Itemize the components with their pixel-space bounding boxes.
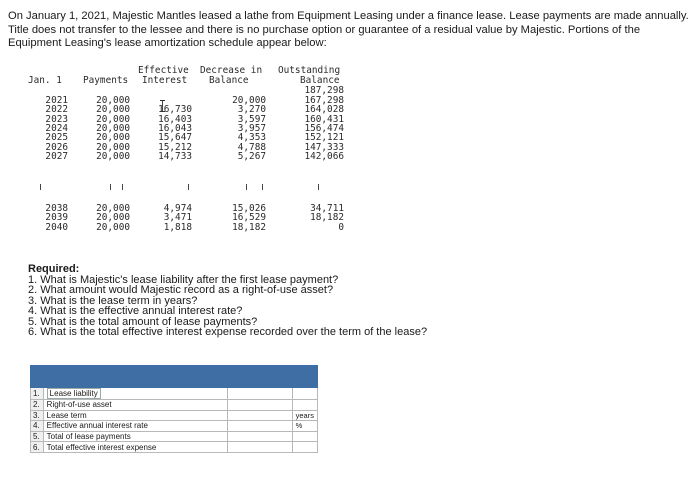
schedule-decrease: 20,000 <box>232 95 266 106</box>
schedule-decrease: 4,788 <box>237 141 266 153</box>
row-number: 4. <box>31 421 44 432</box>
lease-liability-label: Lease liability <box>47 388 101 399</box>
schedule-decrease: 3,270 <box>237 104 266 116</box>
schedule-payment: 20,000 <box>96 141 130 153</box>
row-label: Total of lease payments <box>43 431 227 442</box>
schedule-row <box>28 223 358 233</box>
schedule-balance: 0 <box>338 221 344 233</box>
schedule-interest: 16,403 <box>158 113 192 125</box>
header-interest: Interest <box>142 75 188 86</box>
elision-dash <box>122 184 123 190</box>
schedule-decrease: 16,529 <box>232 212 266 224</box>
schedule-interest: 4,974 <box>163 203 192 214</box>
required-item: 3. What is the lease term in years? <box>28 294 198 307</box>
schedule-interest: 15,647 <box>158 132 192 144</box>
right-of-use-asset-input[interactable] <box>228 400 293 411</box>
schedule-payment: 20,000 <box>96 104 130 116</box>
schedule-payment: 20,000 <box>96 132 130 144</box>
row-label: Total effective interest expense <box>43 442 227 453</box>
schedule-year: 2023 <box>45 113 68 125</box>
elision-dash <box>246 184 247 190</box>
schedule-payment: 20,000 <box>96 203 130 214</box>
schedule-balance: 34,711 <box>310 203 344 214</box>
row-unit: % <box>292 421 317 432</box>
row-label <box>43 388 227 400</box>
header-payments: Payments <box>83 75 129 86</box>
row-number: 1. <box>31 388 44 400</box>
schedule-year: 2025 <box>45 132 68 144</box>
schedule-payment: 20,000 <box>96 212 130 224</box>
header-outstanding-balance: Balance <box>300 75 340 86</box>
interest-rate-input[interactable] <box>228 421 293 432</box>
schedule-decrease: 4,353 <box>237 132 266 144</box>
elision-dash <box>110 184 111 190</box>
row-unit <box>292 431 317 442</box>
answer-row <box>31 431 318 442</box>
header-decrease: Decrease in <box>200 65 263 76</box>
schedule-payment: 20,000 <box>96 150 130 162</box>
schedule-payment: 20,000 <box>96 122 130 134</box>
lease-term-input[interactable] <box>228 410 293 421</box>
row-unit <box>292 442 317 453</box>
answer-table-header <box>31 366 318 388</box>
schedule-balance: 164,028 <box>304 104 344 116</box>
header-outstanding: Outstanding <box>278 65 341 76</box>
header-balance: Balance <box>209 75 249 86</box>
text-cursor-icon <box>159 100 166 112</box>
total-lease-payments-input[interactable] <box>228 431 293 442</box>
schedule-decrease: 3,597 <box>237 113 266 125</box>
schedule-balance: 147,333 <box>304 141 344 153</box>
row-number: 3. <box>31 410 44 421</box>
schedule-year: 2026 <box>45 141 68 153</box>
row-number: 6. <box>31 442 44 453</box>
row-label: Right-of-use asset <box>43 400 227 411</box>
row-unit <box>292 388 317 400</box>
schedule-interest: 16,043 <box>158 122 192 134</box>
schedule-year: 2027 <box>45 150 68 162</box>
schedule-year: 2021 <box>45 95 68 106</box>
schedule-balance: 152,121 <box>304 132 344 144</box>
schedule-interest: 16,730 <box>158 104 192 116</box>
schedule-year: 2022 <box>45 104 68 116</box>
required-item: 4. What is the effective annual interest rate? <box>28 305 243 317</box>
schedule-interest: 3,471 <box>163 212 192 224</box>
required-section <box>28 264 688 338</box>
answer-row <box>31 421 318 432</box>
schedule-year: 2040 <box>45 221 68 233</box>
problem-intro: On January 1, 2021, Majestic Mantles leased a lathe from Equipment Leasing under a finance lease. Lease payments are made annually. Title does not transfer to the lessee and there is no purchase option or guarantee of a residual value by Majestic. Portions of the Equipment Leasing's lease amortization schedule appear below: <box>8 10 689 50</box>
header-year: Jan. 1 <box>28 75 62 86</box>
answer-row <box>31 410 318 421</box>
required-item: 5. What is the total amount of lease payments? <box>28 315 258 328</box>
row-unit <box>292 400 317 411</box>
row-label: Effective annual interest rate <box>43 421 227 432</box>
required-item: 2. What amount would Majestic record as a right-of-use asset? <box>28 284 334 296</box>
schedule-interest: 14,733 <box>158 150 192 162</box>
schedule-year: 2038 <box>45 203 68 214</box>
schedule-balance: 160,431 <box>304 113 344 125</box>
schedule-payment: 20,000 <box>96 113 130 125</box>
elision-dash <box>188 184 189 190</box>
elision-dash <box>40 184 41 190</box>
schedule-decrease: 18,182 <box>232 221 266 233</box>
opening-balance: 187,298 <box>304 85 344 96</box>
schedule-interest: 15,212 <box>158 141 192 153</box>
schedule-decrease: 3,957 <box>237 122 266 134</box>
row-number: 5. <box>31 431 44 442</box>
lease-liability-input[interactable] <box>228 388 293 400</box>
total-interest-expense-input[interactable] <box>228 442 293 453</box>
schedule-balance: 156,474 <box>304 122 344 134</box>
schedule-balance: 18,182 <box>310 212 344 224</box>
schedule-decrease: 15,026 <box>232 203 266 214</box>
answer-row <box>31 442 318 453</box>
answer-row <box>31 400 318 411</box>
schedule-row <box>28 152 358 162</box>
required-title: Required: <box>28 263 80 275</box>
answer-table <box>30 365 318 453</box>
schedule-payment: 20,000 <box>96 95 130 106</box>
answer-row <box>31 388 318 400</box>
row-label: Lease term <box>43 410 227 421</box>
schedule-balance: 142,066 <box>304 150 344 162</box>
elision-dash <box>318 184 319 190</box>
schedule-balance: 167,298 <box>304 95 344 106</box>
schedule-year: 2024 <box>45 122 68 134</box>
elision-dash <box>262 184 263 190</box>
row-number: 2. <box>31 400 44 411</box>
required-item: 6. What is the total effective interest expense recorded over the term of the lease? <box>28 326 428 338</box>
schedule-year: 2039 <box>45 212 68 224</box>
row-unit: years <box>292 410 317 421</box>
required-item: 1. What is Majestic's lease liability after the first lease payment? <box>28 273 339 286</box>
schedule-payment: 20,000 <box>96 221 130 233</box>
schedule-interest: 1,818 <box>163 221 192 233</box>
header-effective: Effective <box>138 65 189 76</box>
schedule-decrease: 5,267 <box>237 150 266 162</box>
